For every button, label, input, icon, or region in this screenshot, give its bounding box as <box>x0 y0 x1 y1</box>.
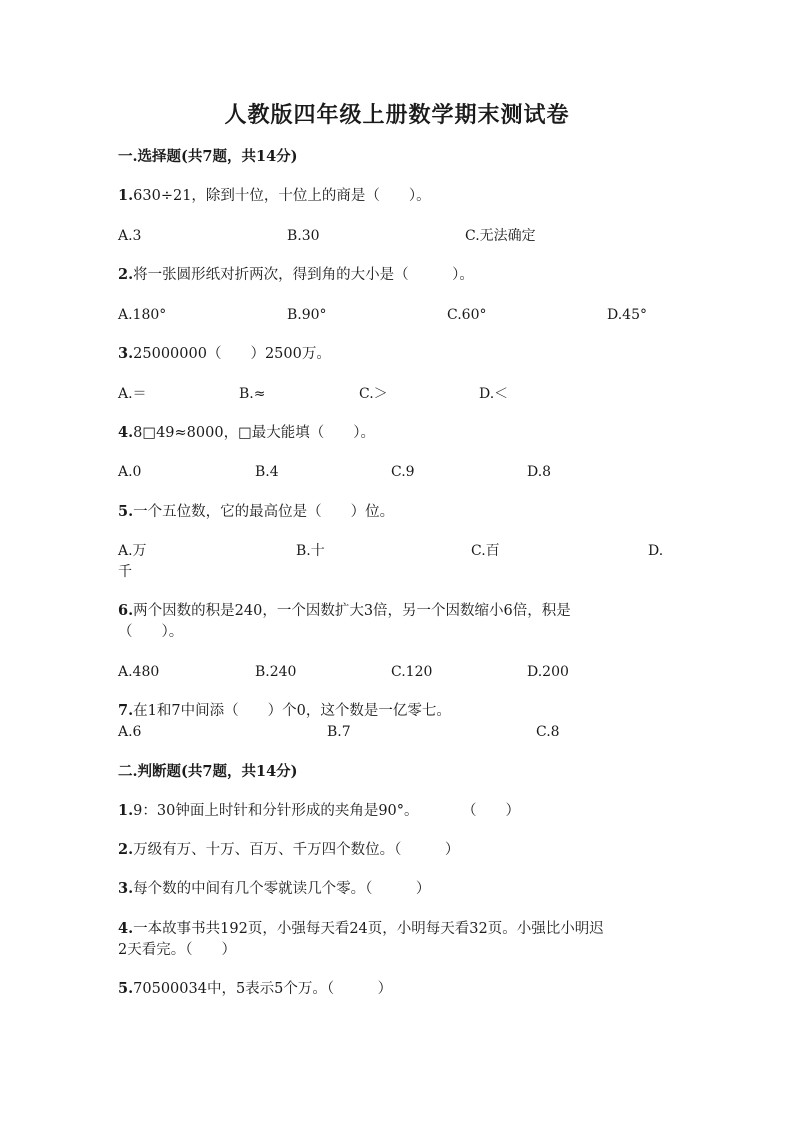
option-d: D.200 <box>527 664 569 680</box>
question-7 <box>118 701 451 721</box>
question-number: 6. <box>118 602 134 619</box>
option-d: D.8 <box>527 464 552 480</box>
question-text: 25000000（ ）2500万。 <box>133 346 331 362</box>
question-number: 2. <box>118 841 134 858</box>
option-b: B.十 <box>296 543 325 559</box>
option-d: D.＜ <box>479 386 509 402</box>
question-text: 在1和7中间添（ ）个0，这个数是一亿零七。 <box>133 703 451 719</box>
question-number: 2. <box>118 266 134 283</box>
question-6-continued: （ ）。 <box>118 624 184 640</box>
option-c: C.8 <box>536 724 560 740</box>
option-a: A.0 <box>118 464 142 480</box>
judgement-2 <box>118 840 459 860</box>
question-number: 3. <box>118 880 134 897</box>
option-c: C.60° <box>447 307 487 323</box>
question-text: 9：30钟面上时针和分针形成的夹角是90°。 （ ） <box>133 803 521 819</box>
question-text: 630÷21，除到十位，十位上的商是（ ）。 <box>133 188 431 204</box>
question-2 <box>118 265 474 285</box>
option-a: A.3 <box>118 228 142 244</box>
option-a: A.6 <box>118 724 142 740</box>
question-number: 1. <box>118 802 134 819</box>
question-number: 3. <box>118 345 134 362</box>
option-b: B.240 <box>255 664 297 680</box>
judgement-4 <box>118 919 604 939</box>
question-number: 4. <box>118 424 134 441</box>
option-c: C.9 <box>391 464 415 480</box>
question-number: 7. <box>118 702 134 719</box>
judgement-1 <box>118 801 520 821</box>
question-4 <box>118 423 375 443</box>
option-b: B.4 <box>255 464 279 480</box>
section-heading-choice: 一.选择题(共7题，共14分) <box>118 148 298 165</box>
option-d: D.45° <box>607 307 647 323</box>
option-c: C.120 <box>391 664 433 680</box>
option-b: B.≈ <box>239 386 266 402</box>
question-text: 两个因数的积是240，一个因数扩大3倍，另一个因数缩小6倍，积是 <box>133 603 571 619</box>
option-a: A.480 <box>118 664 160 680</box>
question-text: 将一张圆形纸对折两次，得到角的大小是（ ）。 <box>133 267 474 283</box>
option-b: B.7 <box>327 724 351 740</box>
question-1 <box>118 186 431 206</box>
option-b: B.30 <box>287 228 320 244</box>
section-heading-judgement: 二.判断题(共7题，共14分) <box>118 763 298 780</box>
option-a: A.万 <box>118 543 147 559</box>
question-text: 万级有万、十万、百万、千万四个数位。（ ） <box>133 842 460 858</box>
question-number: 1. <box>118 187 134 204</box>
option-d: D. <box>648 543 664 559</box>
judgement-5 <box>118 979 392 999</box>
question-number: 4. <box>118 920 134 937</box>
question-text: 一本故事书共192页，小强每天看24页，小明每天看32页。小强比小明迟 <box>133 921 604 937</box>
page-title: 人教版四年级上册数学期末测试卷 <box>224 102 570 128</box>
question-text: 70500034中，5表示5个万。（ ） <box>133 981 393 997</box>
question-3 <box>118 344 331 364</box>
option-b: B.90° <box>287 307 327 323</box>
question-text: 每个数的中间有几个零就读几个零。（ ） <box>133 881 431 897</box>
question-text: 一个五位数，它的最高位是（ ）位。 <box>133 504 395 520</box>
question-5 <box>118 502 394 522</box>
option-d-text: 千 <box>118 564 132 580</box>
judgement-4-continued: 2天看完。（ ） <box>118 942 236 958</box>
option-c: C.无法确定 <box>465 228 536 244</box>
judgement-3 <box>118 879 430 899</box>
question-6 <box>118 601 571 621</box>
question-number: 5. <box>118 503 134 520</box>
question-text: 8□49≈8000，□最大能填（ ）。 <box>133 425 376 441</box>
option-a: A.＝ <box>118 386 147 402</box>
option-c: C.百 <box>471 543 500 559</box>
option-a: A.180° <box>118 307 167 323</box>
question-number: 5. <box>118 980 134 997</box>
option-c: C.＞ <box>359 386 388 402</box>
